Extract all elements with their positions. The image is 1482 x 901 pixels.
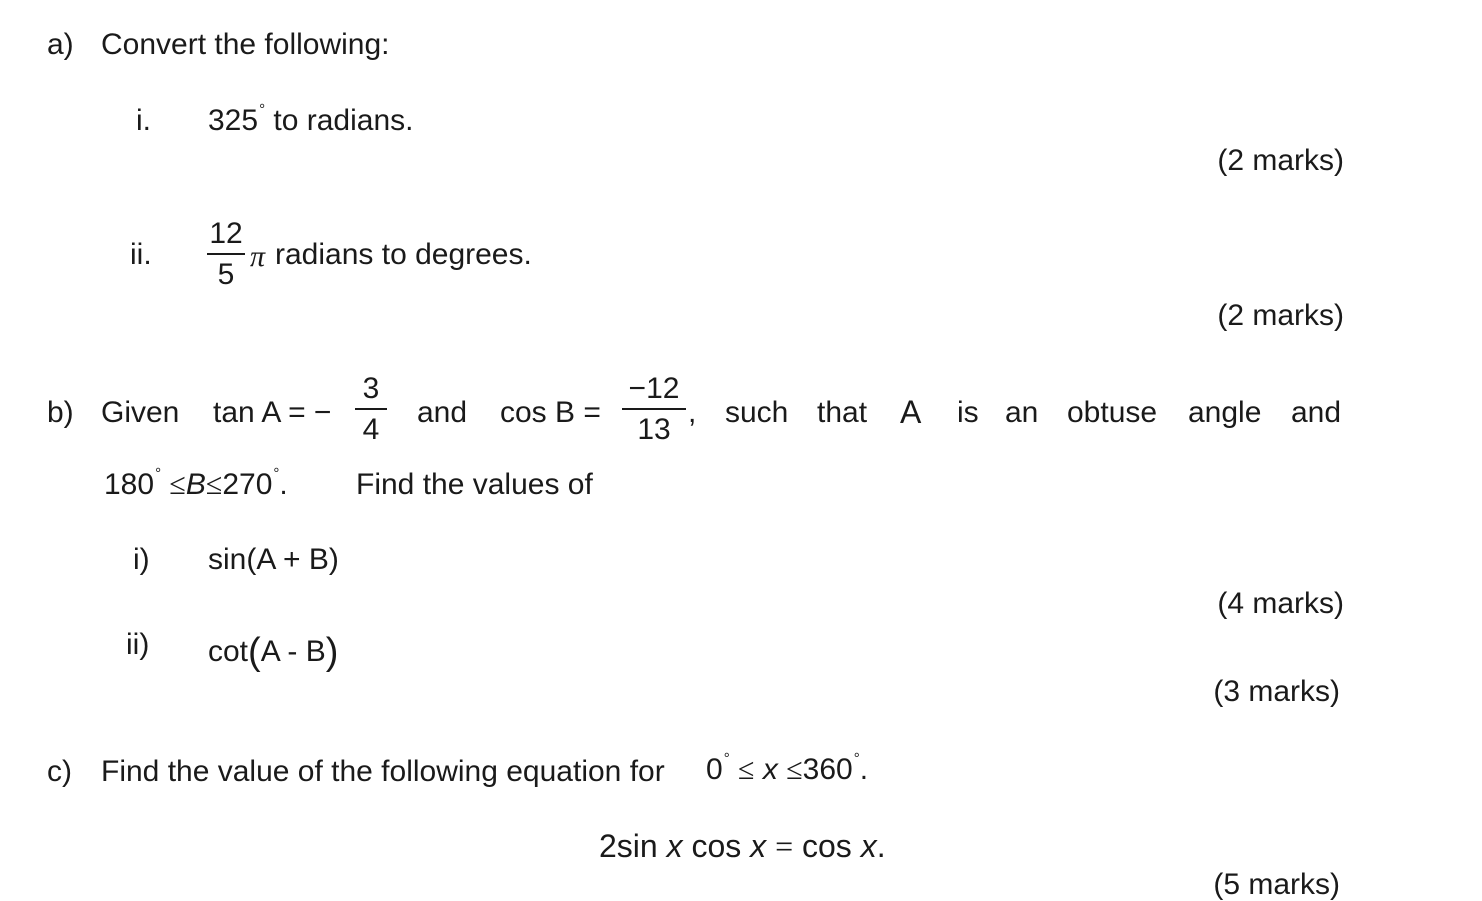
period: . <box>876 828 886 864</box>
period: . <box>859 753 869 786</box>
fraction-12-over-5 <box>207 219 245 290</box>
comma: , <box>688 396 697 429</box>
less-equal-symbol: ≤ <box>738 753 755 786</box>
part-a-i-text: to radians. <box>273 104 414 137</box>
equation <box>599 830 886 862</box>
angle-word: angle <box>1188 396 1262 429</box>
part-b-i-label: i) <box>133 543 150 576</box>
equation-coefficient: 2 <box>599 828 617 864</box>
range-high: 360 <box>802 753 853 786</box>
range-low: 0 <box>706 753 723 786</box>
part-a-i-expression <box>208 101 414 137</box>
and-word: and <box>417 396 468 429</box>
part-b-i-marks: (4 marks) <box>1217 587 1344 620</box>
part-b-ii-label: ii) <box>126 628 150 661</box>
fraction-bar <box>355 408 387 410</box>
part-b-label: b) <box>47 396 74 429</box>
degree-symbol: ° <box>723 750 730 767</box>
equals-sign: = <box>775 828 794 864</box>
range-high: 270 <box>222 468 273 501</box>
fraction-bar <box>622 408 686 410</box>
obtuse-word: obtuse <box>1067 396 1158 429</box>
part-c-label: c) <box>47 755 72 788</box>
angle-range-c <box>706 750 869 786</box>
pi-symbol: π <box>250 240 266 273</box>
given-word: Given <box>101 396 180 429</box>
fraction-3-over-4 <box>355 374 387 445</box>
degree-value: 325 <box>208 104 259 137</box>
variable-x: x <box>750 828 767 864</box>
cot-arguments: A - B <box>260 635 326 668</box>
degree-symbol: ° <box>155 465 162 482</box>
fraction-minus12-over-13 <box>622 374 686 445</box>
and-word-2: and <box>1291 396 1342 429</box>
part-a-ii-marks: (2 marks) <box>1217 299 1344 332</box>
part-c-prompt: Find the value of the following equation for <box>101 755 665 788</box>
is-word: is <box>957 396 979 429</box>
less-equal-symbol: ≤ <box>786 753 803 786</box>
range-low: 180 <box>104 468 155 501</box>
close-paren: ) <box>325 631 339 673</box>
degree-symbol: ° <box>259 101 266 118</box>
variable-b: B <box>185 468 206 501</box>
part-a-label: a) <box>47 28 74 61</box>
degree-symbol: ° <box>273 465 280 482</box>
less-equal-symbol: ≤ <box>169 468 186 501</box>
part-a-i-label: i. <box>136 104 151 137</box>
less-equal-symbol: ≤ <box>205 468 223 501</box>
cos-expression: cos B = <box>500 396 601 429</box>
sin-function: sin <box>616 828 658 864</box>
fraction-denominator: 4 <box>362 413 380 446</box>
fraction-denominator: 13 <box>637 413 671 446</box>
fraction-numerator: 3 <box>362 372 380 405</box>
open-paren: ( <box>248 631 261 673</box>
fraction-numerator: 12 <box>209 217 243 250</box>
part-b-i-expression: sin(A + B) <box>208 543 339 576</box>
an-word: an <box>1005 396 1039 429</box>
angle-range-b <box>104 465 288 501</box>
such-word: such <box>725 396 789 429</box>
cos-function: cos <box>802 828 852 864</box>
variable-x: x <box>860 828 877 864</box>
find-values-text: Find the values of <box>356 468 593 501</box>
part-a-i-marks: (2 marks) <box>1217 144 1344 177</box>
part-c-marks: (5 marks) <box>1213 868 1340 901</box>
fraction-numerator: −12 <box>628 372 680 405</box>
variable-a: A <box>900 394 922 430</box>
that-word: that <box>817 396 868 429</box>
fraction-denominator: 5 <box>217 258 235 291</box>
period: . <box>279 468 288 501</box>
variable-x: x <box>762 753 778 786</box>
part-a-ii-text: radians to degrees. <box>275 238 532 271</box>
cot-function: cot <box>208 635 249 668</box>
part-a-prompt: Convert the following: <box>101 28 390 61</box>
part-a-ii-label: ii. <box>130 238 152 271</box>
variable-x: x <box>666 828 683 864</box>
part-b-ii-expression <box>208 630 339 673</box>
degree-symbol: ° <box>853 750 860 767</box>
cos-function: cos <box>691 828 742 864</box>
tan-expression: tan A = − <box>213 396 332 429</box>
part-b-ii-marks: (3 marks) <box>1213 675 1340 708</box>
fraction-bar <box>207 253 245 255</box>
